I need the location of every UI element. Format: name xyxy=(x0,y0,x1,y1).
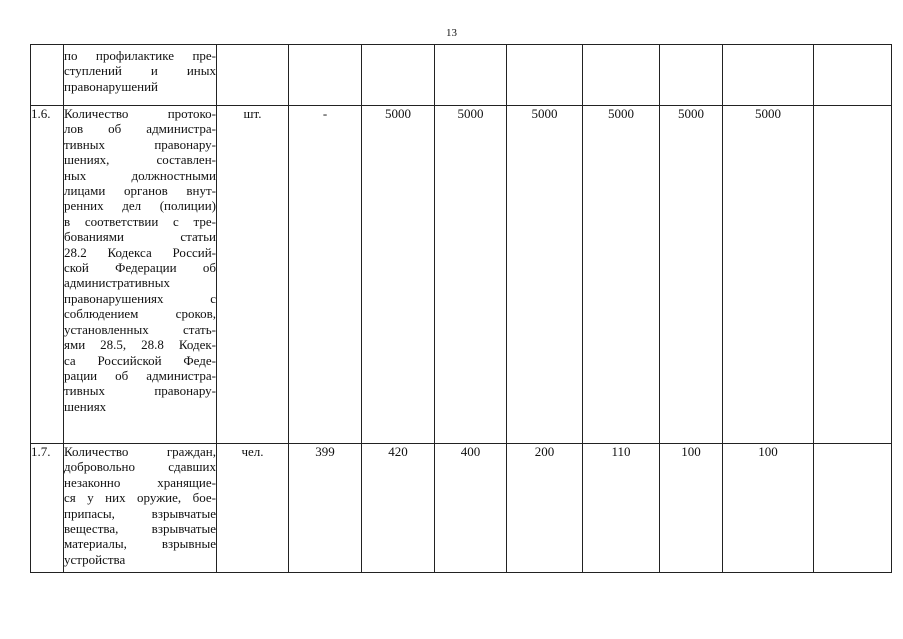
value-cell xyxy=(362,45,435,106)
value-cell xyxy=(814,444,892,573)
description-line: правонарушений xyxy=(64,78,158,94)
description-line: добровольно сдавших xyxy=(64,459,216,475)
value-cell: 5000 xyxy=(507,106,583,444)
description-line: припасы, взрывчатые xyxy=(64,505,216,521)
description-line: тивных правонару- xyxy=(64,383,216,399)
description-line: по профилактике пре- xyxy=(64,48,216,63)
indicator-description-cell xyxy=(64,45,217,106)
value-cell xyxy=(507,45,583,106)
description-line: ской Федерации об xyxy=(64,260,216,276)
description-line: лов об администра- xyxy=(64,121,216,137)
value-cell: 5000 xyxy=(362,106,435,444)
row-number-cell: 1.7. xyxy=(31,444,64,573)
value-cell xyxy=(723,45,814,106)
description-line: са Российской Феде- xyxy=(64,352,216,368)
description-line: ями 28.5, 28.8 Кодек- xyxy=(64,337,216,353)
description-line: соблюдением сроков, xyxy=(64,306,216,322)
description-line: правонарушениях с xyxy=(64,290,216,306)
table-row xyxy=(31,106,892,444)
value-cell: 200 xyxy=(507,444,583,573)
value-cell: 110 xyxy=(583,444,660,573)
table-row xyxy=(31,45,892,106)
value-cell: 100 xyxy=(660,444,723,573)
value-cell: 420 xyxy=(362,444,435,573)
value-cell: 5000 xyxy=(583,106,660,444)
description-line: шениях, составлен- xyxy=(64,152,216,168)
description-line: 28.2 Кодекса Россий- xyxy=(64,244,216,260)
description-line: Количество протоко- xyxy=(64,106,216,121)
indicators-table xyxy=(30,44,892,573)
description-line: материалы, взрывные xyxy=(64,536,216,552)
unit-cell: шт. xyxy=(217,106,289,444)
value-cell: 399 xyxy=(289,444,362,573)
description-line: устройства xyxy=(64,551,126,567)
table-row xyxy=(31,444,892,573)
description-line: вещества, взрывчатые xyxy=(64,521,216,537)
indicator-description-cell xyxy=(64,106,217,444)
unit-cell: чел. xyxy=(217,444,289,573)
description-line: ся у них оружие, бое- xyxy=(64,490,216,506)
description-line: лицами органов внут- xyxy=(64,183,216,199)
value-cell xyxy=(435,45,507,106)
value-cell xyxy=(814,45,892,106)
value-cell xyxy=(814,106,892,444)
description-line: ных должностными xyxy=(64,167,216,183)
value-cell: 100 xyxy=(723,444,814,573)
value-cell: 400 xyxy=(435,444,507,573)
value-cell: 5000 xyxy=(660,106,723,444)
value-cell: 5000 xyxy=(435,106,507,444)
row-number-cell: 1.6. xyxy=(31,106,64,444)
value-cell: 5000 xyxy=(723,106,814,444)
description-line: в соответствии с тре- xyxy=(64,213,216,229)
indicator-description-cell xyxy=(64,444,217,573)
description-line: установленных стать- xyxy=(64,321,216,337)
description-line: административных xyxy=(64,275,170,291)
value-cell xyxy=(660,45,723,106)
value-cell xyxy=(289,45,362,106)
unit-cell xyxy=(217,45,289,106)
page-number: 13 xyxy=(446,27,457,39)
description-line: шениях xyxy=(64,398,107,414)
value-cell: - xyxy=(289,106,362,444)
description-line: ренних дел (полиции) xyxy=(64,198,216,214)
description-line: ступлений и иных xyxy=(64,63,216,79)
row-number-cell xyxy=(31,45,64,106)
description-line: тивных правонару- xyxy=(64,136,216,152)
value-cell xyxy=(583,45,660,106)
description-line: Количество граждан, xyxy=(64,444,216,459)
description-line: незаконно хранящие- xyxy=(64,474,216,490)
description-line: рации об администра- xyxy=(64,367,216,383)
description-line: бованиями статьи xyxy=(64,229,216,245)
